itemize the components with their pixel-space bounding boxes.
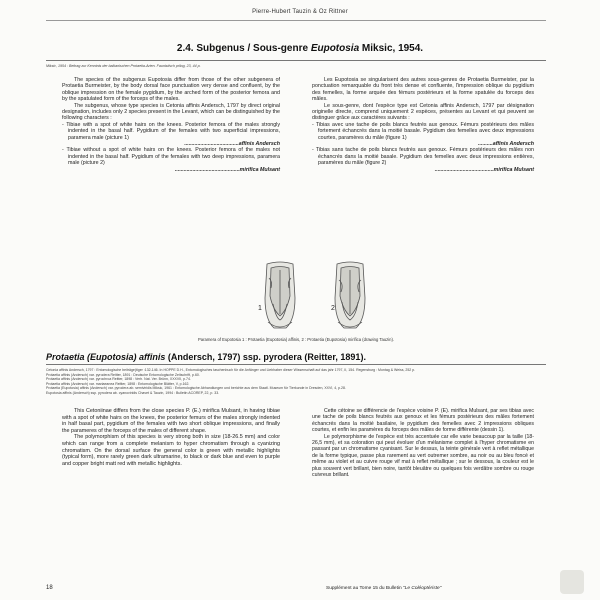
paramera-drawing-1	[265, 262, 295, 328]
synonymy-line: Protaetia affinis (Andersch) var. mariaeanea Reitter, 1898 : Entomologische Blätter, V, p.162.	[46, 381, 190, 386]
french-column	[312, 77, 534, 173]
paragraph: Les Eupotosia se singularisent des autres sous-genres de Protaetia Burmeister, par la ponctuation remarquable du front très dense et confluente, l'impression oblique du pygidium des femelles, la forme arquée des fémurs postérieurs et la forme spatulée du forceps des mâles.	[312, 77, 534, 103]
citation: Miksic, 1954 : Beitrag zur Kenntnis der balkanischen Protaetia-Arten. Faunistisch prilog, 23, 44 p.	[46, 64, 201, 68]
key-tail: ........................................mirifica Mulsant	[434, 166, 534, 173]
section-genus: Eupotosia	[310, 43, 360, 54]
paragraph: The polymorphism of this species is very strong both in size (18-26.5 mm) and color which can range from a complete melanism to hyper chromatism through a cyanizing chromatism. On the dorsal surface the general color is green with metallic highlights (typical form), more rarely green dark ultramarine, to black or dark blue and even to purple and copper bright matt red with metallic highlights.	[62, 434, 280, 467]
key-item: - Tibiae with a spot of white hairs on the knees. Posterior femora of the males strongly indented in the basal half. Pygidium of the females with two superficial impressions, paramera male (picture 1)	[62, 122, 280, 141]
english-column-2	[62, 408, 280, 467]
running-header: Pierre-Hubert Tauzin & Oz Rittner	[252, 9, 348, 15]
subspecies-title: Protaetia (Eupotosia) affinis (Andersch, 1797) ssp. pyrodera (Reitter, 1891).	[46, 352, 366, 362]
figure-label-2: 2	[331, 305, 335, 312]
section-title	[0, 43, 600, 54]
synonymy-line: Protaetia affinis (Andersch) var. pyrodera Reitter, 1891 : Deutsche Entomologische Zeitschrift, p.60.	[46, 372, 200, 377]
bulletin-stamp	[560, 570, 584, 594]
header-rule	[46, 20, 546, 21]
page-number: 18	[46, 585, 53, 591]
paramera-drawing-2	[335, 262, 365, 328]
supplement-note: Supplément au Tome 15 du Bulletin "Le Coléoptériste"	[326, 586, 442, 591]
key-tail: .....................................affinis Andersch	[184, 141, 280, 148]
synonymy-line: Eupotosia affinis (Andersch) ssp. pyrodera ab. cyanoviridis Chavet & Tauzin, 1994 : Bulletin ACOREP, 22, p. 33.	[46, 390, 220, 395]
figure-label-1: 1	[258, 305, 262, 312]
synonymy-line: Protaetia affinis (Andersch) var. pyrochroa Reitter, 1898 : Verh. Nat. Ver. Brünn, XXXVII, p.74.	[46, 377, 191, 382]
key-item: - Tibias avec une tache de poils blancs feutrés aux genoux. Fémurs postérieurs des mâles fortement échancrés dans la moitié basale. Pygidium des femelles avec deux impressions courtes, paramères du mâle (figure 1)	[312, 122, 534, 141]
paragraph: This Cetoniinae differs from the close species P. (E.) mirifica Mulsant, in having tibiae with a spot of white hairs on the knees, the posterior femurs of the males strongly indented in half basal part, pygidium of the females with two short oblique impressions, and finally the parameres of the forceps of the males of different shape.	[62, 408, 280, 434]
english-column	[62, 77, 280, 173]
synonymy-list	[46, 368, 546, 396]
paragraph: The species of the subgenus Eupotosia differ from those of the other subgenera of Protaetia Burmeister, by the body dorsal face punctuation very dense and confluent, by the oblique impression on the female pygidium, by the arched form of the posterior femora and by the spatulated form of the forceps of the males.	[62, 77, 280, 103]
paragraph: Le polymorphisme de l'espèce est très accentuée car elle varie beaucoup par la taille (18-26,5 mm), et sa coloration qui peut évoluer d'un mélanisme complet à l'hyper chromatisme en passant par un chromatisme cyanisant. Sur le dessus, la teinte générale vert à reflet métallique de la forme typique, passe plus rarement au vert outremer sombre, au noir ou au bleu foncé et même au violet et au cuivre rouge vif mat à reflet métallique ; sur le dessous, la couleur est le plus souvent vert brillant, bien noire, tantôt bleuâtre ou quelques fois verdâtre sombre ou rouge cuivreux brillant.	[312, 433, 534, 479]
key-item: - Tibiae without a spot of white hairs on the knees. Posterior femora of the males not indented in the basal half. Pygidium of the females with two deep impressions, paramera male (picture 2)	[62, 147, 280, 166]
section-author: Miksic, 1954.	[359, 43, 424, 54]
paragraph: Le sous-genre, dont l'espèce type est Cetonia affinis Andersch, 1797 par désignation originelle directe, comprend uniquement 2 espèces, présentes au Levant et qui peuvent se distinguer grâce aux caractères suivants :	[312, 102, 534, 122]
paragraph: Cette cétoine se différencie de l'espèce voisine P. (E). mirifica Mulsant, par ses tibias avec une tache de poils blancs feutrés aux genoux et les fémurs postérieurs des mâles fortement échancrés dans la moitié basilaire, le pygidium des femelles avec 2 impressions obliques courtes, et enfin les paramères du forceps des mâles de forme différente (dessin 1).	[312, 408, 534, 434]
paramera-figure	[240, 258, 390, 333]
section-number: 2.4. Subgenus / Sous-genre	[176, 43, 311, 54]
french-column-2	[312, 408, 534, 478]
paramera-drawing	[240, 258, 390, 333]
figure-caption: Paramera of Eupotosia 1 : Protaetia (Eupotosia) affinis, 2 : Protaetia (Eupotosia) mirifica (drawing Tauzin).	[197, 337, 395, 342]
key-item: - Tibias sans tache de poils blancs feutrés aux genoux. Fémurs postérieurs des mâles non échancrés dans la moitié basale. Pygidium des femelles avec deux impressions entières, paramères du mâle (figure 2)	[312, 147, 534, 166]
section-rule	[46, 60, 546, 61]
paragraph: The subgenus, whose type species is Cetonia affinis Andersch, 1797 by direct original designation, includes only 2 species present in the Levant, which can be distinguished by the following characters :	[62, 102, 280, 122]
synonymy-line: Cetonia affinis Andersch, 1797 : Entomologische beiträge(tiger :132-146. In HOPPE D.H., Entomologisches taschenbuch für die Anfänger und Liebhaber dieser Wissenschaft auf das jahr 1797, II, 154. Regensburg : Montag & Weiss, 252 p.	[46, 368, 416, 372]
subspecies-rule	[46, 364, 546, 365]
synonymy-line: Protaetia (Eupotosia) affinis (Andersch) var. pyrodera ab. semiviridis Miksic, 1961 : Entomologische Abhandlungen und berichte aus dem Staatl. Museum für Tierkunde in Dresden, XXVI, 4, p.28.	[46, 386, 346, 391]
key-tail: ............................................mirifica Mulsant	[174, 166, 280, 173]
key-tail: ..........affinis Andersch	[478, 141, 534, 148]
